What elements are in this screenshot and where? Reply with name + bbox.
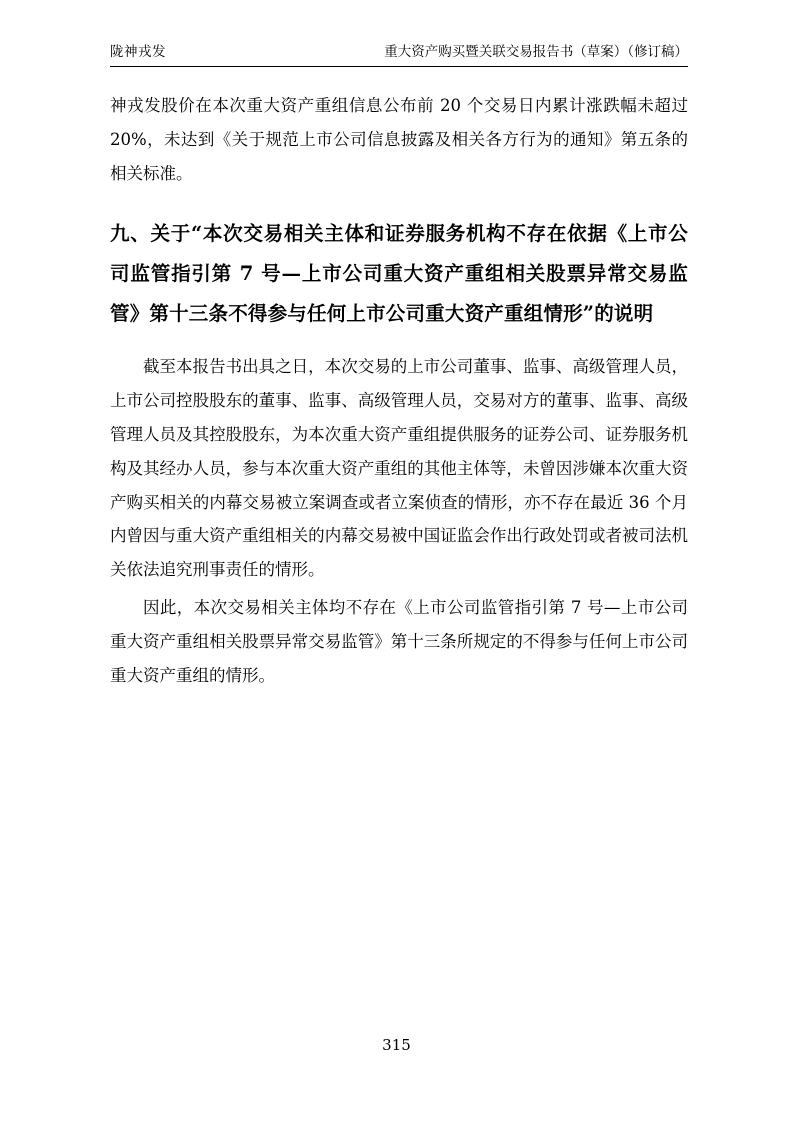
header-divider — [110, 66, 688, 67]
running-header — [110, 40, 688, 66]
paragraph-conclusion: 因此，本次交易相关主体均不存在《上市公司监管指引第 7 号—上市公司重大资产重组相关股票异常交易监管》第十三条所规定的不得参与任何上市公司重大资产重组的情形。 — [110, 598, 688, 685]
section-heading-nine: 九、关于“本次交易相关主体和证券服务机构不存在依据《上市公司监管指引第 7 号—上市公司重大资产重组相关股票异常交易监管》第十三条不得参与任何上市公司重大资产重组情形”的说明 — [110, 222, 688, 326]
page-number: 315 — [382, 1036, 411, 1054]
header-document-title: 重大资产购买暨关联交易报告书（草案）（修订稿） — [384, 44, 688, 60]
paragraph-stock-price: 神戎发股价在本次重大资产重组信息公布前 20 个交易日内累计涨跌幅未超过 20%，未达到《关于规范上市公司信息披露及相关各方行为的通知》第五条的相关标准。 — [110, 96, 688, 183]
page-content — [110, 40, 688, 696]
paragraph-statement: 截至本报告书出具之日，本次交易的上市公司董事、监事、高级管理人员，上市公司控股股东的董事、监事、高级管理人员，交易对方的董事、监事、高级管理人员及其控股股东，为本次重大资产重组提供服务的证券公司、证券服务机构及其经办人员，参与本次重大资产重组的其他主体等，未曾因涉嫌本次重大资产购买相关的内幕交易被立案调查或者立案侦查的情形，亦不存在最近 36 个月内曾因与重大资产重组相关的内幕交易被中国证监会作出行政处罚或者被司法机关依法追究刑事责任的情形。 — [110, 357, 688, 580]
header-company-name: 陇神戎发 — [110, 44, 166, 60]
